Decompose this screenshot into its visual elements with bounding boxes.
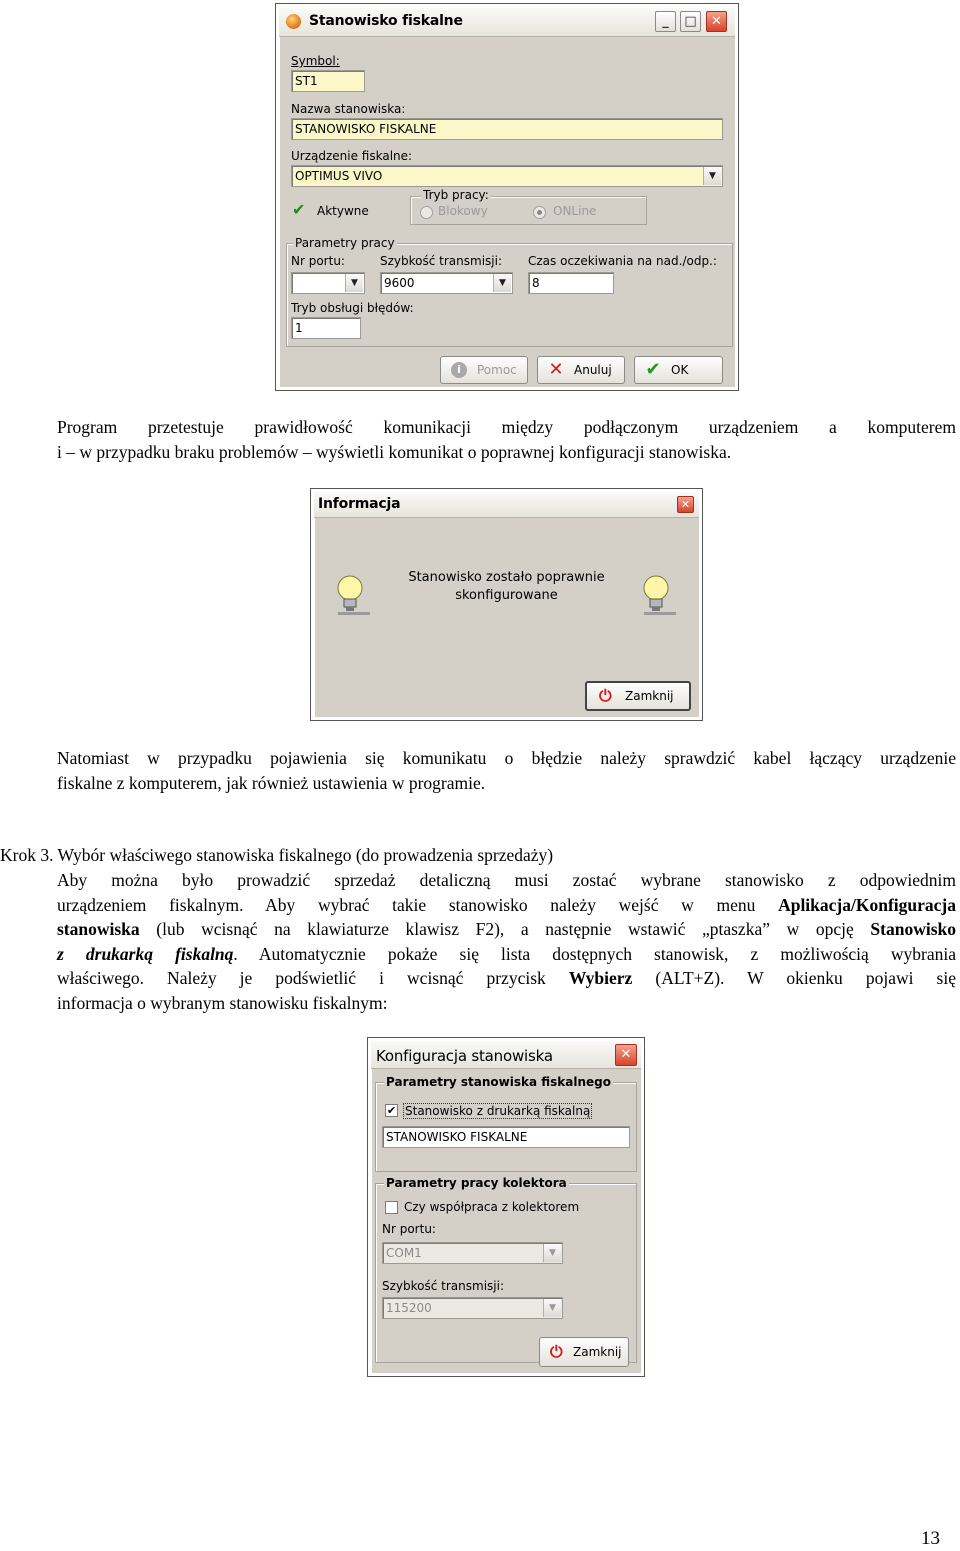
text-line: z drukarką fiskalną. Automatycznie pokaże się lista dostępnych stanowisk, z możliwością wybrania bbox=[57, 943, 956, 964]
station-params-group-title: Parametry stanowiska fiskalnego bbox=[386, 1075, 611, 1089]
window-title: Stanowisko fiskalne bbox=[309, 13, 463, 29]
collector-label: Czy współpraca z kolektorem bbox=[404, 1200, 580, 1214]
cancel-button[interactable] bbox=[537, 356, 625, 384]
step-heading: Krok 3. Wybór właściwego stanowiska fiskalnego (do prowadzenia sprzedaży) bbox=[0, 845, 554, 865]
name-input[interactable]: STANOWISKO FISKALNE bbox=[291, 118, 723, 140]
blokowy-label: Blokowy bbox=[438, 204, 488, 218]
close-button[interactable] bbox=[706, 11, 727, 32]
active-check-icon[interactable]: ✔ bbox=[292, 200, 306, 219]
mode-group bbox=[410, 188, 647, 225]
chevron-down-icon: ▼ bbox=[703, 167, 721, 185]
errmode-label: Tryb obsługi błędów: bbox=[291, 301, 414, 315]
collector-port-value: COM1 bbox=[386, 1246, 422, 1260]
mode-group-title: Tryb pracy: bbox=[423, 188, 489, 202]
message-line-2: skonfigurowane bbox=[455, 588, 558, 603]
wait-label: Czas oczekiwania na nad./odp.: bbox=[528, 254, 717, 268]
collector-port-label: Nr portu: bbox=[382, 1222, 436, 1236]
informacja-window bbox=[310, 488, 703, 721]
konfiguracja-stanowiska-window bbox=[367, 1037, 645, 1377]
window-title: Informacja bbox=[318, 496, 401, 512]
speed-select[interactable] bbox=[380, 272, 513, 294]
text-line: stanowiska (lub wcisnąć na klawiaturze klawisz F2), a następnie wstawić „ptaszka” w opcję Stanowisko bbox=[57, 919, 956, 939]
collector-speed-label: Szybkość transmisji: bbox=[382, 1279, 504, 1293]
app-icon bbox=[286, 14, 301, 29]
collector-checkbox[interactable] bbox=[385, 1201, 398, 1214]
close-icon: ✕ bbox=[680, 498, 691, 511]
errmode-input[interactable]: 1 bbox=[291, 317, 361, 339]
close-dialog-button-label: Zamknij bbox=[625, 689, 674, 703]
collector-port-select[interactable] bbox=[382, 1242, 563, 1264]
message-line-1: Stanowisko zostało poprawnie bbox=[408, 570, 605, 585]
device-select[interactable] bbox=[291, 165, 723, 187]
text-line: właściwego. Należy je podświetlić i wcisnąć przycisk Wybierz (ALT+Z). W okienku pojawi się bbox=[57, 968, 956, 988]
help-button-label: Pomoc bbox=[477, 363, 517, 377]
window-titlebar bbox=[279, 7, 735, 37]
close-button[interactable] bbox=[677, 496, 694, 513]
minimize-button[interactable] bbox=[655, 11, 676, 32]
maximize-button[interactable] bbox=[680, 11, 701, 32]
online-radio[interactable] bbox=[533, 206, 546, 219]
speed-label: Szybkość transmisji: bbox=[380, 254, 502, 268]
printer-station-checkbox[interactable]: ✔ bbox=[386, 1104, 397, 1117]
page-number: 13 bbox=[921, 1528, 940, 1549]
text-line: fiskalne z komputerem, jak również ustawienia w programie. bbox=[57, 772, 486, 793]
station-name-input[interactable]: STANOWISKO FISKALNE bbox=[382, 1126, 630, 1148]
text-line: i – w przypadku braku problemów – wyświetli komunikat o poprawnej konfiguracji stanowiska. bbox=[57, 441, 732, 462]
lightbulb-icon bbox=[638, 574, 678, 618]
symbol-input[interactable]: ST1 bbox=[291, 70, 365, 92]
speed-select-value: 9600 bbox=[384, 276, 415, 290]
chevron-down-icon: ▼ bbox=[345, 274, 363, 292]
active-label: Aktywne bbox=[317, 204, 369, 218]
close-config-button-label: Zamknij bbox=[573, 1345, 622, 1359]
close-config-button[interactable] bbox=[539, 1337, 629, 1367]
text-line: Natomiast w przypadku pojawienia się komunikatu o błędzie należy sprawdzić kabel łączący urządzenie bbox=[57, 748, 956, 768]
close-button[interactable] bbox=[615, 1044, 637, 1066]
port-label: Nr portu: bbox=[291, 254, 345, 268]
paragraph-step-3 bbox=[57, 868, 956, 1015]
collector-speed-select[interactable] bbox=[382, 1297, 563, 1319]
port-select[interactable] bbox=[291, 272, 365, 294]
info-icon: i bbox=[451, 362, 467, 378]
cancel-button-label: Anuluj bbox=[574, 363, 612, 377]
stanowisko-fiskalne-window bbox=[275, 3, 739, 391]
online-label: ONLine bbox=[553, 204, 597, 218]
cross-icon: ✕ bbox=[548, 359, 564, 380]
collector-speed-value: 115200 bbox=[386, 1301, 432, 1315]
chevron-down-icon: ▼ bbox=[543, 1299, 561, 1317]
device-select-value: OPTIMUS VIVO bbox=[295, 169, 383, 183]
params-group-title: Parametry pracy bbox=[295, 236, 395, 250]
paragraph-error-info bbox=[57, 746, 956, 795]
maximize-icon: □ bbox=[684, 14, 697, 29]
ok-button[interactable] bbox=[634, 356, 723, 384]
collector-params-group-title: Parametry pracy kolektora bbox=[386, 1176, 567, 1190]
ok-button-label: OK bbox=[671, 363, 689, 377]
blokowy-radio[interactable] bbox=[420, 206, 433, 219]
minimize-icon: _ bbox=[662, 14, 669, 29]
power-icon: ⏻ bbox=[599, 686, 612, 705]
text-line: Program przetestuje prawidłowość komunikacji między podłączonym urządzeniem a komputerem bbox=[57, 417, 956, 437]
power-icon: ⏻ bbox=[550, 1342, 563, 1361]
window-titlebar bbox=[314, 492, 699, 518]
close-icon: ✕ bbox=[620, 1047, 632, 1062]
chevron-down-icon: ▼ bbox=[543, 1244, 561, 1262]
window-title: Konfiguracja stanowiska bbox=[376, 1047, 553, 1065]
help-button[interactable] bbox=[440, 356, 528, 384]
text-line: informacja o wybranym stanowisku fiskalnym: bbox=[57, 992, 388, 1013]
wait-input[interactable]: 8 bbox=[528, 272, 614, 294]
paragraph-test-info bbox=[57, 415, 956, 464]
symbol-label: Symbol: bbox=[291, 54, 340, 68]
text-line: Aby można było prowadzić sprzedaż detaliczną musi zostać wybrane stanowisko z odpowiednim bbox=[57, 870, 956, 890]
close-dialog-button[interactable] bbox=[585, 681, 691, 711]
checkmark-icon: ✔ bbox=[645, 359, 661, 380]
device-label: Urządzenie fiskalne: bbox=[291, 149, 413, 163]
chevron-down-icon: ▼ bbox=[493, 274, 511, 292]
close-icon: ✕ bbox=[711, 14, 722, 29]
text-line: urządzeniem fiskalnym. Aby wybrać takie stanowisko należy wejść w menu Aplikacja/Konfiguracja bbox=[57, 894, 956, 915]
name-label: Nazwa stanowiska: bbox=[291, 102, 406, 116]
printer-station-label: Stanowisko z drukarką fiskalną bbox=[405, 1104, 591, 1118]
window-titlebar bbox=[371, 1041, 641, 1069]
